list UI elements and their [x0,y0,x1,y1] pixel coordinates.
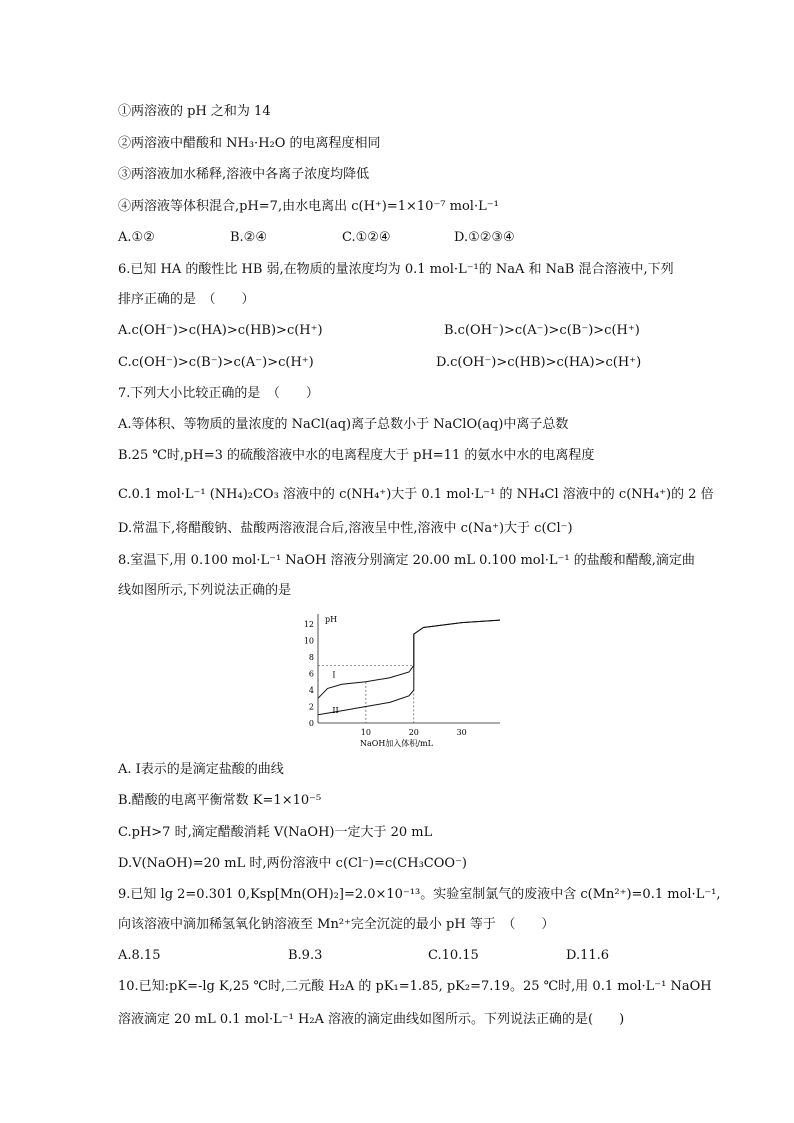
q9-stem-line2: 向该溶液中滴加稀氢氧化钠溶液至 Mn²⁺完全沉淀的最小 pH 等于 （ ） [118,917,555,932]
q8-stem-line1: 8.室温下,用 0.100 mol·L⁻¹ NaOH 溶液分别滴定 20.00 mL 0.100 mol·L⁻¹ 的盐酸和醋酸,滴定曲 [118,553,695,568]
y-tick-label: 10 [303,636,314,646]
curve-label-II: II [332,706,339,716]
curve-label-I: I [332,670,336,680]
x-tick-label: 10 [360,728,371,737]
q8-stem-line2: 线如图所示,下列说法正确的是 [118,583,292,598]
q6-option-b: B.c(OH⁻)>c(A⁻)>c(B⁻)>c(H⁺) [444,323,640,338]
q6-option-d: D.c(OH⁻)>c(HB)>c(HA)>c(H⁺) [436,355,642,370]
q8-option-a: A. Ⅰ表示的是滴定盐酸的曲线 [118,762,284,777]
q6-option-c: C.c(OH⁻)>c(B⁻)>c(A⁻)>c(H⁺) [118,355,314,370]
q8-option-c: C.pH>7 时,滴定醋酸消耗 V(NaOH)一定大于 20 mL [118,825,433,840]
q9-stem-line1: 9.已知 lg 2=0.301 0,Ksp[Mn(OH)₂]=2.0×10⁻¹³。实验室制氯气的废液中含 c(Mn²⁺)=0.1 mol·L⁻¹, [118,887,721,902]
q6-stem-line1: 6.已知 HA 的酸性比 HB 弱,在物质的量浓度均为 0.1 mol·L⁻¹的 NaA 和 NaB 混合溶液中,下列 [118,262,674,277]
y-tick-label: 4 [308,686,314,696]
curve-II [318,620,500,715]
y-tick-label: 8 [308,653,314,663]
x-tick-label: 30 [456,728,467,737]
q9-option-b: B.9.3 [288,948,323,963]
q7-option-d: D.常温下,将醋酸钠、盐酸两溶液混合后,溶液呈中性,溶液中 c(Na⁺)大于 c(Cl⁻) [118,521,573,536]
y-tick-label: 0 [308,719,314,728]
q10-stem-line2: 溶液滴定 20 mL 0.1 mol·L⁻¹ H₂A 溶液的滴定曲线如图所示。下列说法正确的是( ) [118,1012,625,1027]
titration-chart-svg [300,608,510,753]
q5-option-d: D.①②③④ [454,230,515,245]
y-tick-label: 12 [303,620,314,630]
y-tick-label: 2 [308,702,314,712]
q8-option-b: B.醋酸的电离平衡常数 K=1×10⁻⁵ [118,793,322,808]
y-axis-label: pH [325,615,338,624]
x-axis-label: NaOH加入体积/mL [360,739,433,748]
statement-1: ①两溶液的 pH 之和为 14 [118,104,271,119]
q9-option-a: A.8.15 [118,948,161,963]
q7-option-c: C.0.1 mol·L⁻¹ (NH₄)₂CO₃ 溶液中的 c(NH₄⁺)大于 0.1 mol·L⁻¹ 的 NH₄Cl 溶液中的 c(NH₄⁺)的 2 倍 [118,487,714,502]
q7-option-b: B.25 ℃时,pH=3 的硫酸溶液中水的电离程度大于 pH=11 的氨水中水的电离程度 [118,448,595,463]
q6-stem-line2: 排序正确的是 （ ） [118,292,255,307]
statement-2: ②两溶液中醋酸和 NH₃·H₂O 的电离程度相同 [118,136,381,151]
statement-3: ③两溶液加水稀释,溶液中各离子浓度均降低 [118,167,370,182]
q5-option-a: A.①② [118,230,155,245]
statement-4: ④两溶液等体积混合,pH=7,由水电离出 c(H⁺)=1×10⁻⁷ mol·L⁻¹ [118,199,499,214]
x-tick-label: 20 [408,728,419,737]
q7-option-a: A.等体积、等物质的量浓度的 NaCl(aq)离子总数小于 NaClO(aq)中离子总数 [118,417,569,432]
q9-option-c: C.10.15 [428,948,479,963]
y-tick-label: 6 [308,669,314,679]
q7-stem: 7.下列大小比较正确的是 （ ） [118,386,319,401]
q10-stem-line1: 10.已知:pK=-lg K,25 ℃时,二元酸 H₂A 的 pK₁=1.85, pK₂=7.19。25 ℃时,用 0.1 mol·L⁻¹ NaOH [118,979,712,994]
q6-option-a: A.c(OH⁻)>c(HA)>c(HB)>c(H⁺) [118,323,323,338]
titration-chart [300,608,510,753]
q9-option-d: D.11.6 [566,948,610,963]
curve-I [318,620,500,698]
q5-option-b: B.②④ [230,230,267,245]
q5-option-c: C.①②④ [342,230,391,245]
q8-option-d: D.V(NaOH)=20 mL 时,两份溶液中 c(Cl⁻)=c(CH₃COO⁻) [118,856,467,871]
